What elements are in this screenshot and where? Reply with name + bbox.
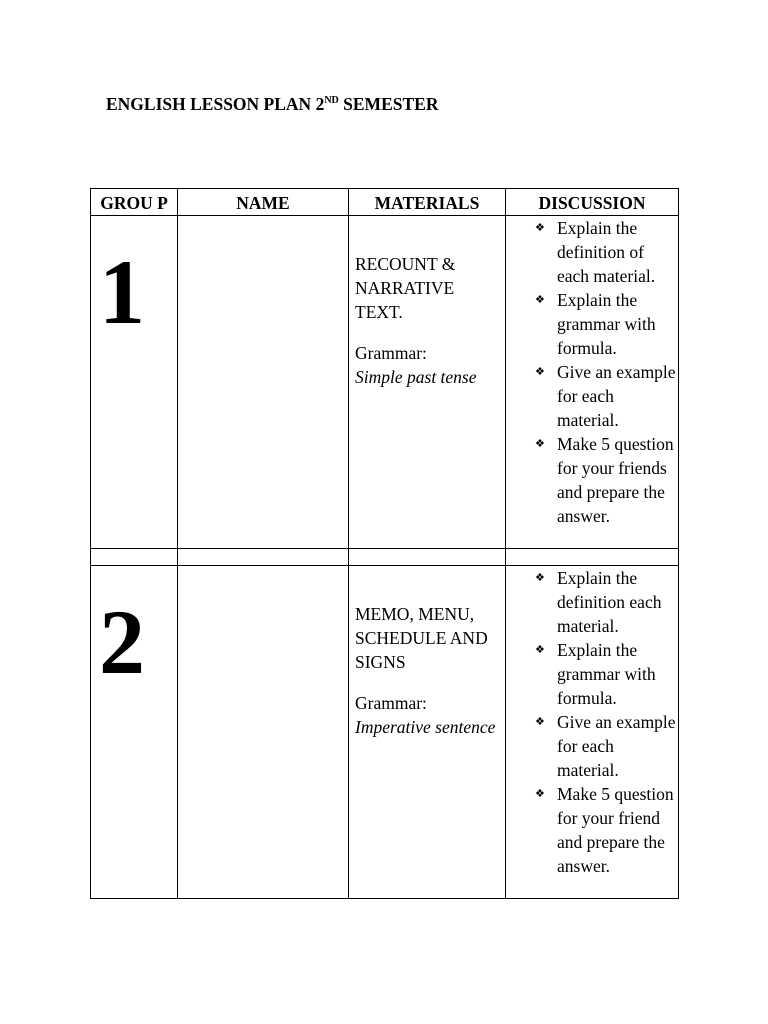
diamond-bullet-icon: ❖	[535, 438, 545, 450]
list-item: ❖ Give an example for each material.	[535, 712, 676, 780]
diamond-bullet-icon: ❖	[535, 222, 545, 234]
list-item: ❖ Explain the grammar with formula.	[535, 640, 656, 708]
list-item: ❖ Explain the definition each material.	[535, 568, 662, 636]
group-cell	[91, 566, 178, 899]
spacer-row	[91, 549, 679, 566]
grammar-label: Grammar:	[355, 693, 427, 713]
materials-cell	[349, 566, 506, 899]
discussion-list	[506, 216, 678, 528]
diamond-bullet-icon: ❖	[535, 644, 545, 656]
material-topic: RECOUNT & NARRATIVE TEXT.	[355, 254, 456, 322]
header-name: NAME	[178, 189, 349, 216]
group-cell	[91, 216, 178, 549]
grammar-label: Grammar:	[355, 343, 427, 363]
list-item: ❖ Give an example for each material.	[535, 362, 676, 430]
discussion-list	[506, 566, 678, 878]
diamond-bullet-icon: ❖	[535, 788, 545, 800]
grammar-type: Imperative sentence	[355, 717, 496, 737]
name-cell	[178, 216, 349, 549]
title-main: ENGLISH LESSON PLAN 2	[106, 94, 325, 114]
name-cell	[178, 566, 349, 899]
header-materials: MATERIALS	[349, 189, 506, 216]
diamond-bullet-icon: ❖	[535, 366, 545, 378]
diamond-bullet-icon: ❖	[535, 716, 545, 728]
diamond-bullet-icon: ❖	[535, 294, 545, 306]
header-group: GROU P	[91, 189, 178, 216]
group-number: 2	[99, 591, 145, 693]
lesson-plan-table	[90, 188, 679, 899]
list-item: ❖ Explain the definition of each material.	[535, 218, 656, 286]
page-title	[106, 94, 438, 115]
materials-cell	[349, 216, 506, 549]
material-topic: MEMO, MENU, SCHEDULE AND SIGNS	[355, 604, 488, 672]
table-row-group-2	[91, 566, 679, 899]
discussion-cell	[506, 566, 679, 899]
list-item: ❖ Explain the grammar with formula.	[535, 290, 656, 358]
list-item: ❖ Make 5 question for your friends and prepare the answer.	[535, 434, 674, 526]
title-superscript: ND	[324, 95, 339, 106]
title-end: SEMESTER	[338, 94, 439, 114]
header-discussion: DISCUSSION	[506, 189, 679, 216]
table-row-group-1	[91, 216, 679, 549]
header-row	[91, 189, 679, 216]
discussion-cell	[506, 216, 679, 549]
list-item: ❖ Make 5 question for your friend and prepare the answer.	[535, 784, 674, 876]
group-number: 1	[99, 241, 145, 343]
diamond-bullet-icon: ❖	[535, 572, 545, 584]
grammar-type: Simple past tense	[355, 367, 477, 387]
